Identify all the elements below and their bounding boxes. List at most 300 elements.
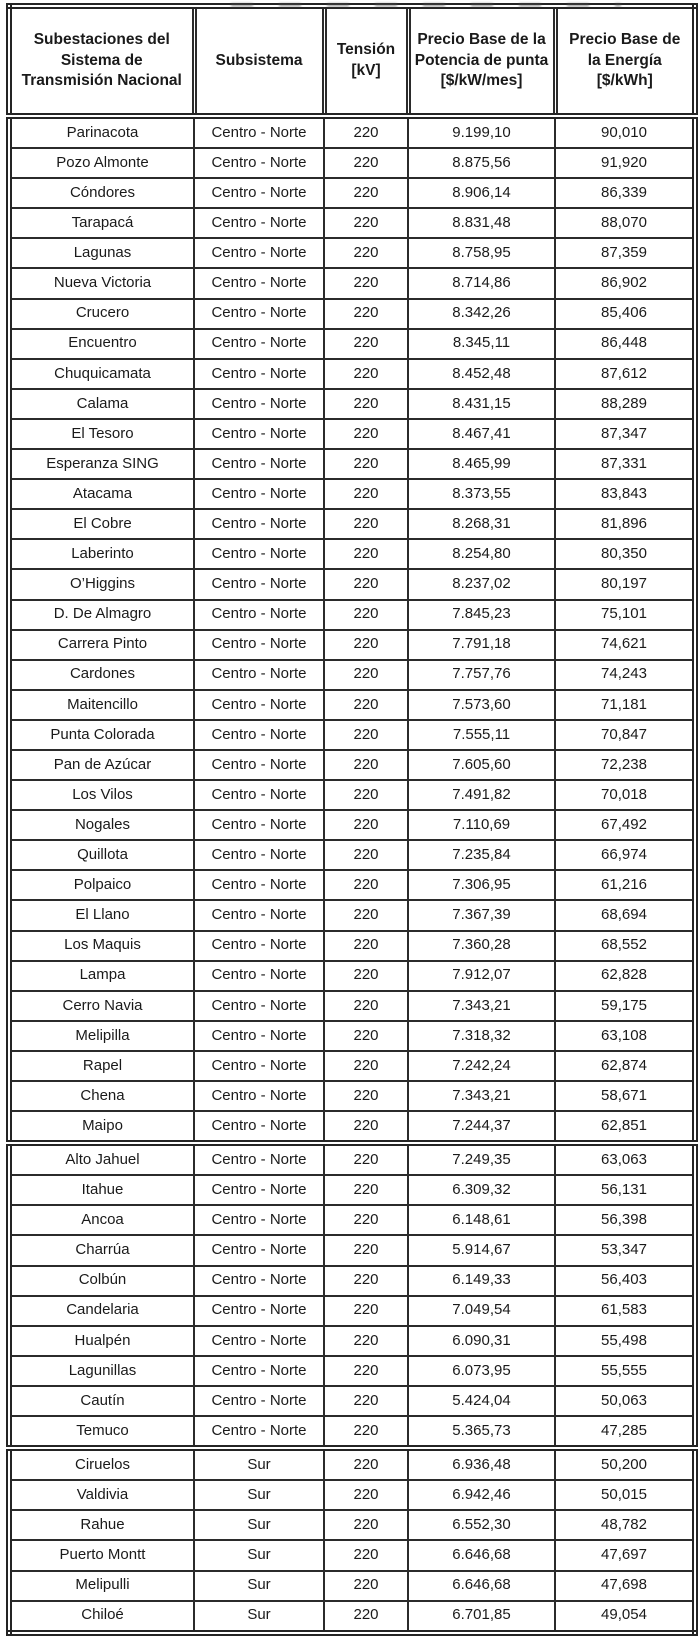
col-header-power-price: Precio Base de la Potencia de punta [$/kW/mes] xyxy=(408,6,555,116)
table-body xyxy=(9,116,695,1633)
table-row xyxy=(9,1448,695,1480)
voltage-cell: 220 xyxy=(324,449,408,479)
energy-price-cell: 88,289 xyxy=(555,389,695,419)
power-price-cell: 7.573,60 xyxy=(408,690,555,720)
scan-artifact xyxy=(231,3,621,7)
substation-name-cell: Crucero xyxy=(9,299,194,329)
substation-name-cell: Ancoa xyxy=(9,1205,194,1235)
substation-name-cell: Puerto Montt xyxy=(9,1540,194,1570)
subsystem-cell: Sur xyxy=(194,1480,324,1510)
subsystem-cell: Centro - Norte xyxy=(194,600,324,630)
power-price-cell: 6.942,46 xyxy=(408,1480,555,1510)
subsystem-cell: Centro - Norte xyxy=(194,1111,324,1143)
power-price-cell: 7.757,76 xyxy=(408,660,555,690)
power-price-cell: 8.714,86 xyxy=(408,268,555,298)
substation-name-cell: Itahue xyxy=(9,1175,194,1205)
energy-price-cell: 90,010 xyxy=(555,116,695,148)
table-row xyxy=(9,1175,695,1205)
power-price-cell: 8.831,48 xyxy=(408,208,555,238)
voltage-cell: 220 xyxy=(324,1235,408,1265)
subsystem-cell: Centro - Norte xyxy=(194,1051,324,1081)
subsystem-cell: Centro - Norte xyxy=(194,1021,324,1051)
table-row xyxy=(9,1510,695,1540)
subsystem-cell: Centro - Norte xyxy=(194,780,324,810)
power-price-cell: 7.049,54 xyxy=(408,1296,555,1326)
table-row xyxy=(9,148,695,178)
table-row xyxy=(9,509,695,539)
power-price-cell: 8.465,99 xyxy=(408,449,555,479)
subsystem-cell: Centro - Norte xyxy=(194,1266,324,1296)
energy-price-cell: 62,851 xyxy=(555,1111,695,1143)
subsystem-cell: Centro - Norte xyxy=(194,208,324,238)
table-row xyxy=(9,389,695,419)
substation-name-cell: Cautín xyxy=(9,1386,194,1416)
subsystem-cell: Centro - Norte xyxy=(194,991,324,1021)
energy-price-cell: 83,843 xyxy=(555,479,695,509)
voltage-cell: 220 xyxy=(324,720,408,750)
subsystem-cell: Centro - Norte xyxy=(194,810,324,840)
subsystem-cell: Centro - Norte xyxy=(194,690,324,720)
table-row xyxy=(9,931,695,961)
table-row xyxy=(9,810,695,840)
table-row xyxy=(9,1296,695,1326)
power-price-cell: 6.073,95 xyxy=(408,1356,555,1386)
power-price-cell: 8.758,95 xyxy=(408,238,555,268)
subsystem-cell: Centro - Norte xyxy=(194,479,324,509)
table-row xyxy=(9,419,695,449)
subsystem-cell: Centro - Norte xyxy=(194,1235,324,1265)
voltage-cell: 220 xyxy=(324,900,408,930)
energy-price-cell: 47,697 xyxy=(555,1540,695,1570)
energy-price-cell: 87,359 xyxy=(555,238,695,268)
subsystem-cell: Centro - Norte xyxy=(194,1296,324,1326)
table-row xyxy=(9,1326,695,1356)
power-price-cell: 6.090,31 xyxy=(408,1326,555,1356)
power-price-cell: 8.906,14 xyxy=(408,178,555,208)
substation-name-cell: Cerro Navia xyxy=(9,991,194,1021)
power-price-cell: 7.306,95 xyxy=(408,870,555,900)
table-row xyxy=(9,1081,695,1111)
power-price-cell: 7.318,32 xyxy=(408,1021,555,1051)
power-price-cell: 6.646,68 xyxy=(408,1571,555,1601)
substation-name-cell: Lagunas xyxy=(9,238,194,268)
substation-name-cell: Laberinto xyxy=(9,539,194,569)
voltage-cell: 220 xyxy=(324,569,408,599)
table-row xyxy=(9,1416,695,1448)
energy-price-cell: 74,621 xyxy=(555,630,695,660)
subsystem-cell: Centro - Norte xyxy=(194,539,324,569)
energy-price-cell: 66,974 xyxy=(555,840,695,870)
subsystem-cell: Centro - Norte xyxy=(194,178,324,208)
substation-name-cell: Candelaria xyxy=(9,1296,194,1326)
subsystem-cell: Centro - Norte xyxy=(194,840,324,870)
substation-name-cell: Colbún xyxy=(9,1266,194,1296)
energy-price-cell: 47,285 xyxy=(555,1416,695,1448)
voltage-cell: 220 xyxy=(324,780,408,810)
table-row xyxy=(9,600,695,630)
energy-price-cell: 55,555 xyxy=(555,1356,695,1386)
table-row xyxy=(9,1571,695,1601)
subsystem-cell: Centro - Norte xyxy=(194,720,324,750)
subsystem-cell: Centro - Norte xyxy=(194,931,324,961)
table-row xyxy=(9,1266,695,1296)
substation-name-cell: Parinacota xyxy=(9,116,194,148)
col-header-subsystem: Subsistema xyxy=(194,6,324,116)
voltage-cell: 220 xyxy=(324,116,408,148)
subsystem-cell: Centro - Norte xyxy=(194,1081,324,1111)
voltage-cell: 220 xyxy=(324,1510,408,1540)
subsystem-cell: Centro - Norte xyxy=(194,1386,324,1416)
power-price-cell: 8.345,11 xyxy=(408,329,555,359)
table-row xyxy=(9,1386,695,1416)
energy-price-cell: 50,200 xyxy=(555,1448,695,1480)
substation-name-cell: Temuco xyxy=(9,1416,194,1448)
energy-price-cell: 88,070 xyxy=(555,208,695,238)
subsystem-cell: Centro - Norte xyxy=(194,238,324,268)
voltage-cell: 220 xyxy=(324,509,408,539)
substation-name-cell: Polpaico xyxy=(9,870,194,900)
power-price-cell: 8.373,55 xyxy=(408,479,555,509)
energy-price-cell: 71,181 xyxy=(555,690,695,720)
table-row xyxy=(9,178,695,208)
substation-name-cell: Chuquicamata xyxy=(9,359,194,389)
substation-name-cell: Quillota xyxy=(9,840,194,870)
substation-name-cell: Rapel xyxy=(9,1051,194,1081)
substation-name-cell: Tarapacá xyxy=(9,208,194,238)
energy-price-cell: 87,612 xyxy=(555,359,695,389)
energy-price-cell: 47,698 xyxy=(555,1571,695,1601)
energy-price-cell: 67,492 xyxy=(555,810,695,840)
subsystem-cell: Centro - Norte xyxy=(194,1143,324,1175)
table-row xyxy=(9,1540,695,1570)
table-row xyxy=(9,238,695,268)
energy-price-cell: 74,243 xyxy=(555,660,695,690)
subsystem-cell: Centro - Norte xyxy=(194,1175,324,1205)
voltage-cell: 220 xyxy=(324,961,408,991)
power-price-cell: 6.936,48 xyxy=(408,1448,555,1480)
energy-price-cell: 53,347 xyxy=(555,1235,695,1265)
subsystem-cell: Centro - Norte xyxy=(194,419,324,449)
power-price-cell: 8.467,41 xyxy=(408,419,555,449)
power-price-cell: 5.424,04 xyxy=(408,1386,555,1416)
voltage-cell: 220 xyxy=(324,630,408,660)
power-price-cell: 8.875,56 xyxy=(408,148,555,178)
energy-price-cell: 70,018 xyxy=(555,780,695,810)
table-row xyxy=(9,1356,695,1386)
power-price-cell: 7.110,69 xyxy=(408,810,555,840)
energy-price-cell: 56,131 xyxy=(555,1175,695,1205)
energy-price-cell: 86,339 xyxy=(555,178,695,208)
voltage-cell: 220 xyxy=(324,1386,408,1416)
power-price-cell: 8.237,02 xyxy=(408,569,555,599)
power-price-cell: 8.431,15 xyxy=(408,389,555,419)
power-price-cell: 7.242,24 xyxy=(408,1051,555,1081)
voltage-cell: 220 xyxy=(324,419,408,449)
voltage-cell: 220 xyxy=(324,1571,408,1601)
table-row xyxy=(9,116,695,148)
substation-name-cell: Rahue xyxy=(9,1510,194,1540)
power-price-cell: 8.342,26 xyxy=(408,299,555,329)
voltage-cell: 220 xyxy=(324,600,408,630)
energy-price-cell: 86,902 xyxy=(555,268,695,298)
subsystem-cell: Centro - Norte xyxy=(194,1416,324,1448)
substation-name-cell: Esperanza SING xyxy=(9,449,194,479)
energy-price-cell: 72,238 xyxy=(555,750,695,780)
energy-price-cell: 61,583 xyxy=(555,1296,695,1326)
energy-price-cell: 49,054 xyxy=(555,1601,695,1633)
energy-price-cell: 68,552 xyxy=(555,931,695,961)
table-row xyxy=(9,1021,695,1051)
subsystem-cell: Centro - Norte xyxy=(194,750,324,780)
subsystem-cell: Centro - Norte xyxy=(194,961,324,991)
substation-name-cell: Alto Jahuel xyxy=(9,1143,194,1175)
voltage-cell: 220 xyxy=(324,299,408,329)
voltage-cell: 220 xyxy=(324,1081,408,1111)
substation-name-cell: El Cobre xyxy=(9,509,194,539)
voltage-cell: 220 xyxy=(324,931,408,961)
substation-name-cell: Los Maquis xyxy=(9,931,194,961)
voltage-cell: 220 xyxy=(324,389,408,419)
substation-name-cell: Punta Colorada xyxy=(9,720,194,750)
subsystem-cell: Centro - Norte xyxy=(194,116,324,148)
substation-name-cell: Chiloé xyxy=(9,1601,194,1633)
subsystem-cell: Centro - Norte xyxy=(194,148,324,178)
energy-price-cell: 62,874 xyxy=(555,1051,695,1081)
power-price-cell: 8.268,31 xyxy=(408,509,555,539)
power-price-cell: 7.235,84 xyxy=(408,840,555,870)
voltage-cell: 220 xyxy=(324,1326,408,1356)
voltage-cell: 220 xyxy=(324,329,408,359)
energy-price-cell: 62,828 xyxy=(555,961,695,991)
energy-price-cell: 55,498 xyxy=(555,1326,695,1356)
voltage-cell: 220 xyxy=(324,1448,408,1480)
table-row xyxy=(9,750,695,780)
table-row xyxy=(9,569,695,599)
subsystem-cell: Centro - Norte xyxy=(194,449,324,479)
substation-name-cell: Melipulli xyxy=(9,1571,194,1601)
substation-name-cell: Chena xyxy=(9,1081,194,1111)
scanned-page xyxy=(6,3,694,1636)
subsystem-cell: Sur xyxy=(194,1601,324,1633)
power-price-cell: 6.701,85 xyxy=(408,1601,555,1633)
table-row xyxy=(9,539,695,569)
subsystem-cell: Sur xyxy=(194,1448,324,1480)
voltage-cell: 220 xyxy=(324,840,408,870)
table-row xyxy=(9,479,695,509)
table-row xyxy=(9,1143,695,1175)
table-row xyxy=(9,449,695,479)
voltage-cell: 220 xyxy=(324,1296,408,1326)
subsystem-cell: Centro - Norte xyxy=(194,389,324,419)
table-row xyxy=(9,630,695,660)
col-header-voltage: Tensión [kV] xyxy=(324,6,408,116)
power-price-cell: 7.791,18 xyxy=(408,630,555,660)
power-price-cell: 5.365,73 xyxy=(408,1416,555,1448)
voltage-cell: 220 xyxy=(324,178,408,208)
voltage-cell: 220 xyxy=(324,208,408,238)
voltage-cell: 220 xyxy=(324,1143,408,1175)
table-row xyxy=(9,208,695,238)
power-price-cell: 7.605,60 xyxy=(408,750,555,780)
power-price-cell: 8.254,80 xyxy=(408,539,555,569)
substation-name-cell: Lampa xyxy=(9,961,194,991)
power-price-cell: 7.360,28 xyxy=(408,931,555,961)
voltage-cell: 220 xyxy=(324,479,408,509)
energy-price-cell: 85,406 xyxy=(555,299,695,329)
energy-price-cell: 87,331 xyxy=(555,449,695,479)
voltage-cell: 220 xyxy=(324,359,408,389)
table-row xyxy=(9,840,695,870)
substation-name-cell: Pozo Almonte xyxy=(9,148,194,178)
voltage-cell: 220 xyxy=(324,690,408,720)
energy-price-cell: 50,015 xyxy=(555,1480,695,1510)
substation-name-cell: D. De Almagro xyxy=(9,600,194,630)
substation-name-cell: Melipilla xyxy=(9,1021,194,1051)
power-price-cell: 7.244,37 xyxy=(408,1111,555,1143)
subsystem-cell: Centro - Norte xyxy=(194,870,324,900)
substation-name-cell: Valdivia xyxy=(9,1480,194,1510)
subsystem-cell: Centro - Norte xyxy=(194,569,324,599)
voltage-cell: 220 xyxy=(324,268,408,298)
energy-price-cell: 61,216 xyxy=(555,870,695,900)
substation-name-cell: Maipo xyxy=(9,1111,194,1143)
table-row xyxy=(9,1480,695,1510)
power-price-cell: 7.249,35 xyxy=(408,1143,555,1175)
subsystem-cell: Centro - Norte xyxy=(194,1326,324,1356)
col-header-energy-price: Precio Base de la Energía [$/kWh] xyxy=(555,6,695,116)
table-row xyxy=(9,1601,695,1633)
subsystem-cell: Centro - Norte xyxy=(194,268,324,298)
table-row xyxy=(9,359,695,389)
substation-name-cell: Charrúa xyxy=(9,1235,194,1265)
power-price-cell: 7.845,23 xyxy=(408,600,555,630)
table-row xyxy=(9,780,695,810)
energy-price-cell: 56,403 xyxy=(555,1266,695,1296)
subsystem-cell: Centro - Norte xyxy=(194,329,324,359)
power-price-cell: 7.367,39 xyxy=(408,900,555,930)
table-row xyxy=(9,870,695,900)
energy-price-cell: 63,063 xyxy=(555,1143,695,1175)
substation-name-cell: Lagunillas xyxy=(9,1356,194,1386)
power-price-cell: 7.912,07 xyxy=(408,961,555,991)
energy-price-cell: 63,108 xyxy=(555,1021,695,1051)
energy-price-cell: 87,347 xyxy=(555,419,695,449)
voltage-cell: 220 xyxy=(324,1021,408,1051)
energy-price-cell: 75,101 xyxy=(555,600,695,630)
subsystem-cell: Centro - Norte xyxy=(194,359,324,389)
voltage-cell: 220 xyxy=(324,1205,408,1235)
table-row xyxy=(9,660,695,690)
subsystem-cell: Sur xyxy=(194,1571,324,1601)
subsystem-cell: Centro - Norte xyxy=(194,900,324,930)
power-price-cell: 5.914,67 xyxy=(408,1235,555,1265)
energy-price-cell: 81,896 xyxy=(555,509,695,539)
substation-name-cell: El Tesoro xyxy=(9,419,194,449)
table-row xyxy=(9,329,695,359)
power-price-cell: 6.309,32 xyxy=(408,1175,555,1205)
power-price-cell: 7.555,11 xyxy=(408,720,555,750)
power-price-cell: 7.343,21 xyxy=(408,1081,555,1111)
subsystem-cell: Sur xyxy=(194,1510,324,1540)
voltage-cell: 220 xyxy=(324,870,408,900)
substation-name-cell: Cardones xyxy=(9,660,194,690)
substation-name-cell: O’Higgins xyxy=(9,569,194,599)
table-row xyxy=(9,900,695,930)
substation-name-cell: Calama xyxy=(9,389,194,419)
table-row xyxy=(9,720,695,750)
energy-price-cell: 86,448 xyxy=(555,329,695,359)
power-price-cell: 9.199,10 xyxy=(408,116,555,148)
table-header-row xyxy=(9,6,695,116)
subsystem-cell: Centro - Norte xyxy=(194,1205,324,1235)
voltage-cell: 220 xyxy=(324,1356,408,1386)
voltage-cell: 220 xyxy=(324,1601,408,1633)
power-price-cell: 6.148,61 xyxy=(408,1205,555,1235)
energy-price-cell: 68,694 xyxy=(555,900,695,930)
voltage-cell: 220 xyxy=(324,810,408,840)
energy-price-cell: 70,847 xyxy=(555,720,695,750)
voltage-cell: 220 xyxy=(324,1480,408,1510)
table-row xyxy=(9,299,695,329)
voltage-cell: 220 xyxy=(324,1051,408,1081)
power-price-cell: 7.491,82 xyxy=(408,780,555,810)
energy-price-cell: 48,782 xyxy=(555,1510,695,1540)
voltage-cell: 220 xyxy=(324,1540,408,1570)
substation-name-cell: Maitencillo xyxy=(9,690,194,720)
power-price-cell: 6.149,33 xyxy=(408,1266,555,1296)
table-row xyxy=(9,1051,695,1081)
substation-name-cell: Nueva Victoria xyxy=(9,268,194,298)
subsystem-cell: Centro - Norte xyxy=(194,509,324,539)
subsystem-cell: Centro - Norte xyxy=(194,660,324,690)
voltage-cell: 220 xyxy=(324,539,408,569)
price-table xyxy=(6,3,698,1636)
energy-price-cell: 80,350 xyxy=(555,539,695,569)
substation-name-cell: Los Vilos xyxy=(9,780,194,810)
power-price-cell: 7.343,21 xyxy=(408,991,555,1021)
substation-name-cell: Hualpén xyxy=(9,1326,194,1356)
power-price-cell: 6.646,68 xyxy=(408,1540,555,1570)
voltage-cell: 220 xyxy=(324,750,408,780)
energy-price-cell: 50,063 xyxy=(555,1386,695,1416)
table-row xyxy=(9,991,695,1021)
voltage-cell: 220 xyxy=(324,1175,408,1205)
table-row xyxy=(9,1235,695,1265)
voltage-cell: 220 xyxy=(324,660,408,690)
energy-price-cell: 58,671 xyxy=(555,1081,695,1111)
voltage-cell: 220 xyxy=(324,148,408,178)
substation-name-cell: El Llano xyxy=(9,900,194,930)
voltage-cell: 220 xyxy=(324,238,408,268)
power-price-cell: 8.452,48 xyxy=(408,359,555,389)
table-row xyxy=(9,268,695,298)
table-row xyxy=(9,961,695,991)
table-row xyxy=(9,1205,695,1235)
table-row xyxy=(9,1111,695,1143)
energy-price-cell: 80,197 xyxy=(555,569,695,599)
power-price-cell: 6.552,30 xyxy=(408,1510,555,1540)
subsystem-cell: Sur xyxy=(194,1540,324,1570)
subsystem-cell: Centro - Norte xyxy=(194,630,324,660)
subsystem-cell: Centro - Norte xyxy=(194,1356,324,1386)
voltage-cell: 220 xyxy=(324,1111,408,1143)
energy-price-cell: 59,175 xyxy=(555,991,695,1021)
subsystem-cell: Centro - Norte xyxy=(194,299,324,329)
voltage-cell: 220 xyxy=(324,1416,408,1448)
substation-name-cell: Pan de Azúcar xyxy=(9,750,194,780)
substation-name-cell: Encuentro xyxy=(9,329,194,359)
substation-name-cell: Atacama xyxy=(9,479,194,509)
